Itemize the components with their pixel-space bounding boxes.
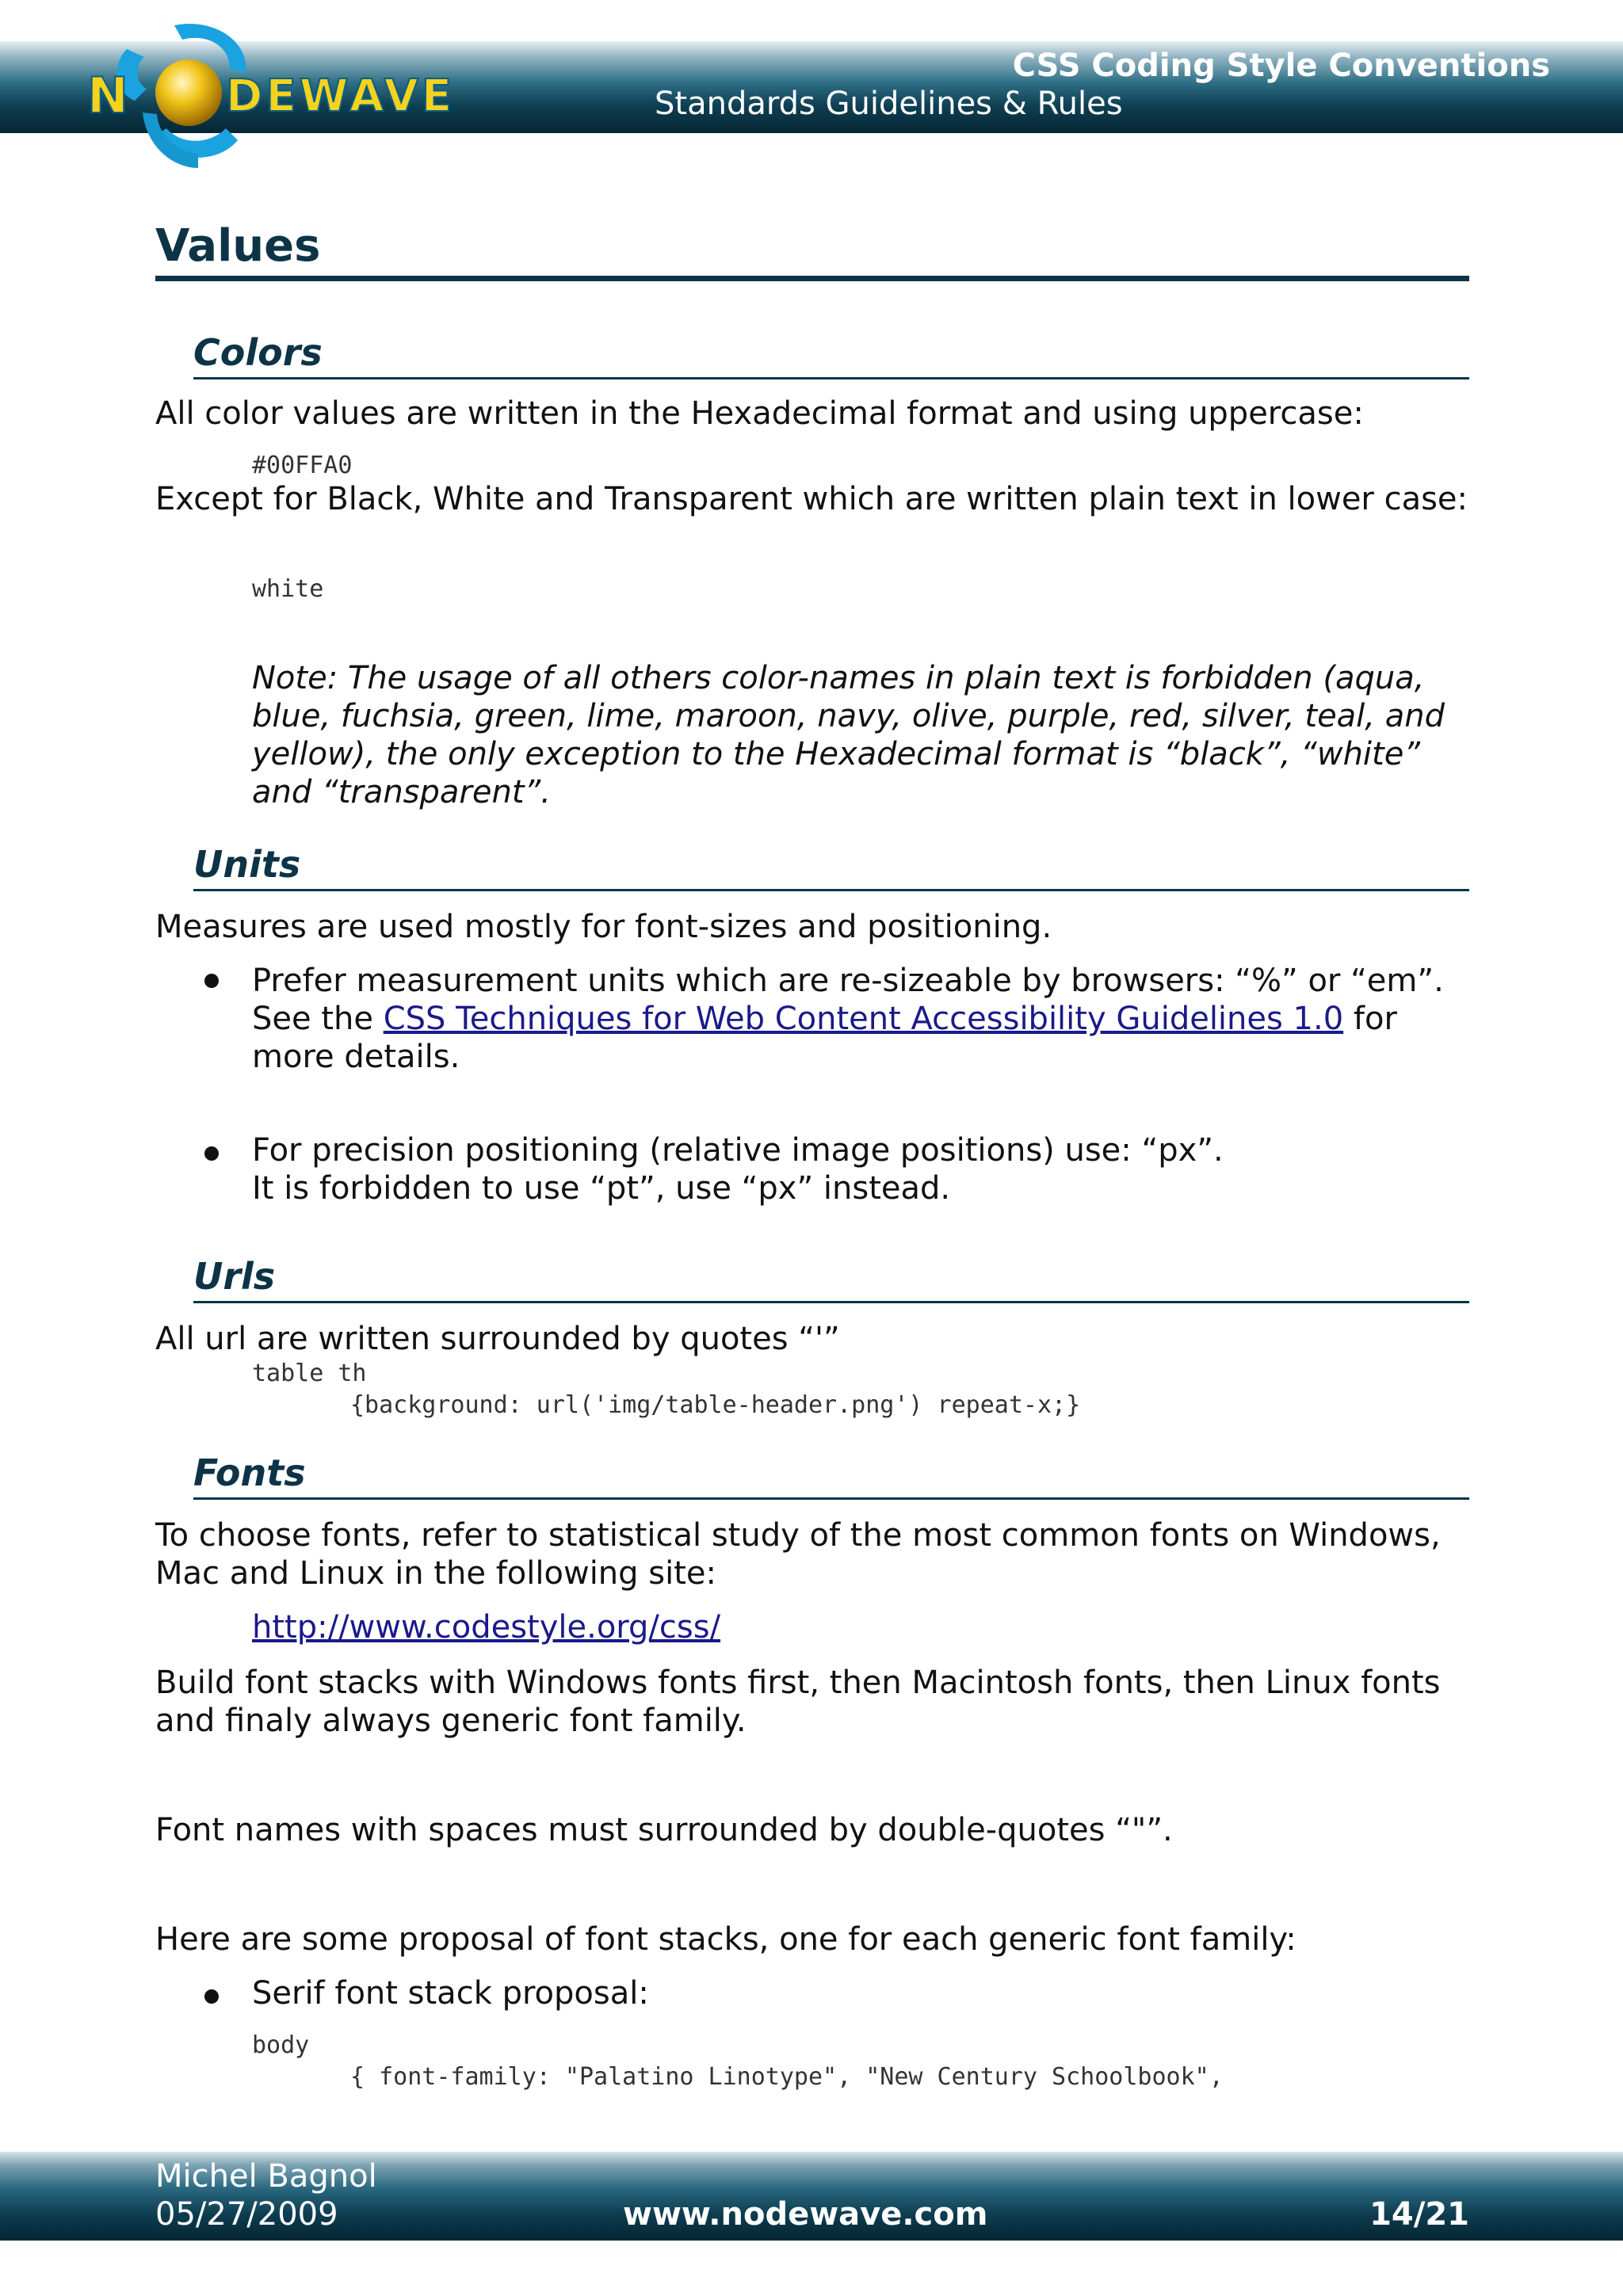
units-bullet-2-line1: For precision positioning (relative image positions) use: “px”. bbox=[252, 1132, 1224, 1169]
units-bullet-1-text: Prefer measurement units which are re-sizeable by browsers: “%” or “em”. bbox=[252, 963, 1444, 999]
fonts-intro: To choose fonts, refer to statistical study of the most common fonts on Windows, Mac and Linux in the following site: bbox=[155, 1517, 1441, 1592]
code-white-example: white bbox=[252, 575, 324, 603]
code-url-line1: table th bbox=[252, 1360, 367, 1387]
bullet-icon bbox=[204, 1146, 219, 1161]
code-font-line1: body bbox=[252, 2031, 310, 2059]
footer-date: 05/27/2009 bbox=[155, 2196, 338, 2233]
colors-intro: All color values are written in the Hexadecimal format and using uppercase: bbox=[155, 395, 1364, 432]
nodewave-logo bbox=[79, 17, 547, 176]
svg-text:DEWAVE: DEWAVE bbox=[226, 71, 456, 122]
wcag-css-techniques-link[interactable]: CSS Techniques for Web Content Accessibility Guidelines 1.0 bbox=[383, 1001, 1344, 1037]
colors-note: Note: The usage of all others color-names in plain text is forbidden (aqua, blue, fuchsia, green, lime, maroon, navy, olive, purple, red, silver, teal, and yellow), the only exception to the Hexadecimal format is “black”, “white” and “transparent”. bbox=[252, 660, 1445, 810]
document-title: CSS Coding Style Conventions bbox=[1012, 48, 1550, 84]
section-units-title: Units bbox=[193, 843, 301, 886]
fonts-quotes: Font names with spaces must surrounded by double-quotes “"”. bbox=[155, 1812, 1173, 1848]
units-bullet-1-after: for more details. bbox=[252, 1001, 1397, 1075]
fonts-bullet-serif: Serif font stack proposal: bbox=[252, 1975, 649, 2012]
urls-intro: All url are written surrounded by quotes “'” bbox=[155, 1321, 840, 1357]
units-bullet-2 bbox=[252, 1131, 1472, 1207]
bullet-icon bbox=[204, 974, 219, 988]
units-intro: Measures are used mostly for font-sizes and positioning. bbox=[155, 909, 1052, 945]
section-fonts-title: Fonts bbox=[193, 1451, 306, 1494]
codestyle-link[interactable]: http://www.codestyle.org/css/ bbox=[252, 1609, 721, 1646]
document-subtitle: Standards Guidelines & Rules bbox=[655, 86, 1123, 122]
section-rule bbox=[193, 377, 1469, 379]
heading-rule bbox=[155, 276, 1469, 281]
section-urls-title: Urls bbox=[193, 1255, 276, 1298]
fonts-proposal: Here are some proposal of font stacks, one for each generic font family: bbox=[155, 1921, 1296, 1958]
colors-except: Except for Black, White and Transparent which are written plain text in lower case: bbox=[155, 481, 1468, 517]
section-colors-title: Colors bbox=[193, 331, 323, 374]
units-bullet-1-see: See the bbox=[252, 1001, 384, 1037]
footer-author: Michel Bagnol bbox=[155, 2158, 377, 2195]
section-rule bbox=[193, 889, 1469, 891]
units-bullet-2-line2: It is forbidden to use “pt”, use “px” instead. bbox=[252, 1170, 951, 1207]
code-url-line2: {background: url('img/table-header.png') repeat-x;} bbox=[350, 1391, 1081, 1419]
units-bullet-1 bbox=[252, 962, 1472, 1076]
svg-text:N: N bbox=[87, 67, 128, 124]
section-rule bbox=[193, 1301, 1469, 1303]
code-font-line2: { font-family: "Palatino Linotype", "New Century Schoolbook", bbox=[350, 2063, 1224, 2091]
fonts-stacks: Build font stacks with Windows fonts first, then Macintosh fonts, then Linux fonts and finaly always generic font family. bbox=[155, 1665, 1441, 1739]
bullet-icon bbox=[204, 1989, 219, 2004]
footer-page-number: 14/21 bbox=[1369, 2196, 1469, 2233]
section-rule bbox=[193, 1497, 1469, 1500]
page-heading: Values bbox=[155, 220, 321, 272]
footer-website: www.nodewave.com bbox=[623, 2196, 988, 2233]
code-hex-example: #00FFA0 bbox=[252, 452, 353, 479]
